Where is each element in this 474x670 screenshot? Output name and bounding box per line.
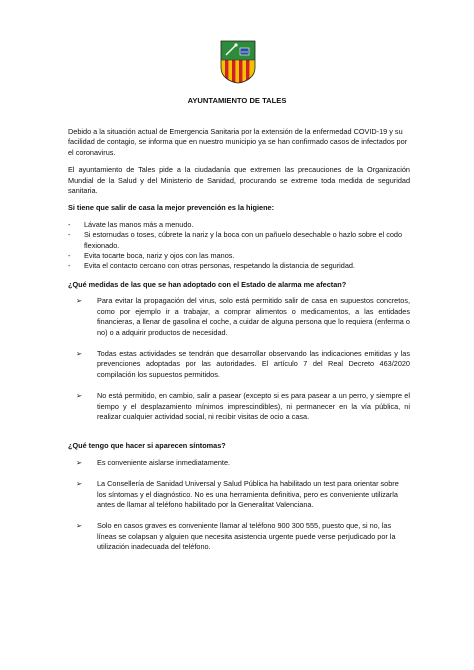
intro-paragraph-2: El ayuntamiento de Tales pide a la ciudadanía que extremen las precauciones de la Organización Mundial de la Salud y del Ministerio de Sanidad, procurando se extreme toda medida de seguridad sanitaria.: [68, 165, 410, 196]
list-item: [68, 521, 410, 552]
page-title: AYUNTAMIENTO DE TALES: [187, 96, 287, 105]
list-item: - Lávate las manos más a menudo.: [68, 220, 410, 230]
arrow-bullet-icon: ➢: [76, 521, 83, 531]
list-item: [68, 479, 410, 510]
arrow-bullet-icon: ➢: [76, 457, 83, 467]
list-item: [68, 458, 410, 468]
list-item: - Si estornudas o toses, cúbrete la nariz y la boca con un pañuelo desechable o hazlo sobre el codo flexionado.: [68, 230, 410, 251]
document-body: [68, 127, 410, 564]
list-item: - Evita tocarte boca, nariz y ojos con las manos.: [68, 251, 410, 261]
list-item-text: Es conveniente aislarse inmediatamente.: [97, 457, 231, 467]
arrow-bullet-icon: ➢: [76, 391, 83, 401]
measures-list: [68, 296, 410, 422]
list-item: [68, 296, 410, 338]
coat-of-arms-icon: [220, 40, 256, 84]
arrow-bullet-icon: ➢: [76, 296, 83, 306]
symptoms-list: [68, 458, 410, 553]
measures-heading: ¿Qué medidas de las que se han adoptado con el Estado de alarma me afectan?: [68, 279, 347, 289]
intro-paragraph-1: Debido a la situación actual de Emergencia Sanitaria por la extensión de la enfermedad COVID-19 y su facilidad de contagio, se informa que en nuestro municipio ya se han confirmado casos de infectados por el coronavirus.: [68, 127, 408, 157]
list-item: - Evita el contacto cercano con otras personas, respetando la distancia de seguridad.: [68, 261, 410, 271]
list-item-text: La Consellería de Sanidad Universal y Salud Pública ha habilitado un test para orientar sobre los síntomas y el diagnóstico. No es una herramienta definitiva, pero es conveniente utilizarla antes de llamar al teléfono habilitado por la Generalitat Valenciana.: [97, 479, 399, 509]
arrow-bullet-icon: ➢: [76, 479, 83, 489]
list-item-text: Todas estas actividades se tendrán que desarrollar observando las indicaciones emitidas y las prevenciones adoptadas por las autoridades. El artículo 7 del Real Decreto 463/2020 compilación los supuestos permitidos.: [97, 348, 410, 379]
hygiene-list: [68, 220, 410, 272]
hygiene-heading: Si tiene que salir de casa la mejor prevención es la higiene:: [68, 203, 275, 213]
symptoms-heading: ¿Qué tengo que hacer si aparecen síntomas?: [68, 441, 226, 451]
list-item-text: No está permitido, en cambio, salir a pasear (excepto si es para pasear a un perro, y siempre el tiempo y el desplazamiento mínimos imprescindibles), ni permanecer en la vía pública, ni realizar cualquier actividad social, ni recibir visitas de ocio a casa.: [97, 391, 410, 421]
list-item: [68, 391, 410, 422]
list-item-text: Solo en casos graves es conveniente llamar al teléfono 900 300 555, puesto que, si no, las líneas se colapsan y alguien que necesita asistencia urgente puede verse perjudicado por la utilización inadecuada del teléfono.: [97, 521, 396, 552]
arrow-bullet-icon: ➢: [76, 348, 83, 358]
list-item: [68, 349, 410, 380]
list-item-text: Para evitar la propagación del virus, solo está permitido salir de casa en supuestos concretos, como por ejemplo ir a trabajar, a comprar alimentos o medicamentos, a las entidades financieras, a llenar de gasolina el coche, a cuidar de alguna persona que lo requiera (enferma o no) o a adquirir productos de necesidad.: [97, 296, 410, 337]
